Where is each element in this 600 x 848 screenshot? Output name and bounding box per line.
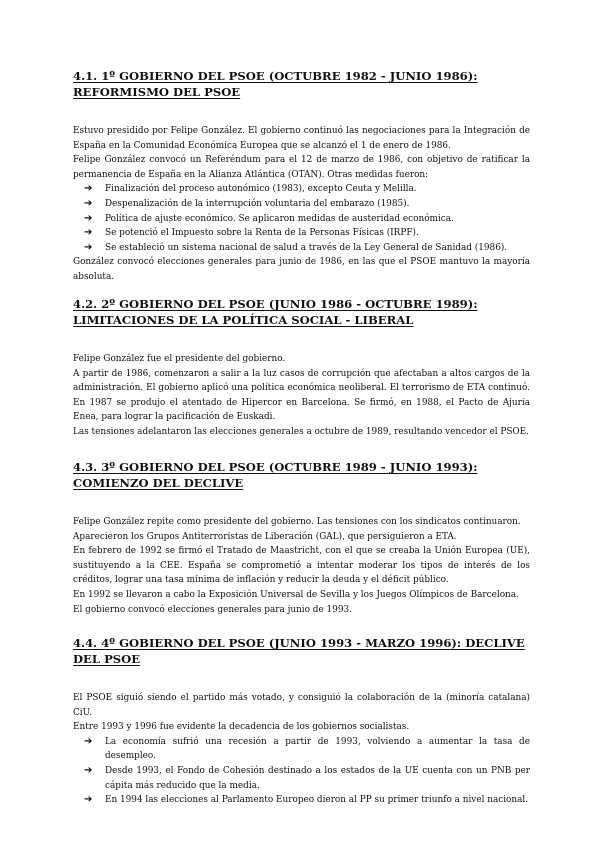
section-heading: 4.4. 4º GOBIERNO DEL PSOE (JUNIO 1993 - MARZO 1996): DECLIVE DEL PSOE (73, 636, 525, 666)
list-item: ➔ Despenalización de la interrupción voluntaria del embarazo (1985). (73, 197, 530, 212)
section-body (73, 124, 530, 285)
list-item: ➔ La economía sufrió una recesión a partir de 1993, volviendo a aumentar la tasa de desempleo. (84, 735, 530, 762)
section-4-1 (73, 68, 530, 285)
paragraph: El gobierno convocó elecciones generales para junio de 1993. (73, 604, 352, 615)
arrow-bullet-icon: ➔ (84, 764, 93, 776)
arrow-bullet-icon: ➔ (84, 794, 93, 806)
list-item: ➔ Se potenció el Impuesto sobre la Renta de la Personas Físicas (IRPF). (73, 226, 530, 241)
list-item: ➔ Se estableció un sistema nacional de salud a través de la Ley General de Sanidad (1986). (73, 241, 530, 256)
section-heading: 4.1. 1º GOBIERNO DEL PSOE (OCTUBRE 1982 - JUNIO 1986): REFORMISMO DEL PSOE (73, 69, 478, 99)
section-body (73, 691, 530, 808)
paragraph: Felipe González fue el presidente del gobierno. (73, 354, 286, 364)
arrow-bullet-icon: ➔ (84, 183, 93, 195)
paragraph: El PSOE siguió siendo el partido más votado, y consiguió la colaboración de la (minoría catalana) CiU. (73, 693, 530, 718)
paragraph: Felipe González convocó un Referéndum para el 12 de marzo de 1986, con objetivo de ratificar la permanencia de España en la Alianza Atlántica (OTAN). Otras medidas fueron: (73, 155, 530, 180)
section-4-4 (73, 635, 530, 808)
arrow-bullet-icon: ➔ (84, 197, 93, 209)
arrow-bullet-icon: ➔ (84, 735, 93, 747)
arrow-bullet-icon: ➔ (84, 227, 93, 239)
paragraph: A partir de 1986, comenzaron a salir a la luz casos de corrupción que afectaban a altos cargos de la administración. El gobierno aplicó una política económica neoliberal. El terrorismo de ETA continuó. En 1987 se produjo el atentado de Hipercor en Barcelona. Se firmó, en 1988, el Pacto de Ajuria Enea, para lograr la pacificación de Euskadi. (73, 368, 530, 423)
section-4-2 (73, 296, 530, 440)
paragraph: Aparecieron los Grupos Antiterroristas de Liberación (GAL), que persiguieron a ETA. (73, 531, 457, 542)
section-body (73, 352, 530, 440)
list-item: ➔ Finalización del proceso autonómico (1983), excepto Ceuta y Melilla. (73, 182, 530, 197)
bullet-list (73, 735, 530, 808)
section-heading: 4.2. 2º GOBIERNO DEL PSOE (JUNIO 1986 - OCTUBRE 1989): LIMITACIONES DE LA POLÍTICA SOCIAL - LIBERAL (73, 297, 478, 327)
arrow-bullet-icon: ➔ (84, 241, 93, 253)
section-body (73, 515, 530, 617)
paragraph: Estuvo presidido por Felipe González. El gobierno continuó las negociaciones para la Integración de España en la Comunidad Económica Europea que se alcanzó el 1 de enero de 1986. (73, 126, 530, 151)
section-4-3 (73, 459, 530, 617)
arrow-bullet-icon: ➔ (84, 212, 93, 224)
section-heading: 4.3. 3º GOBIERNO DEL PSOE (OCTUBRE 1989 - JUNIO 1993): COMIENZO DEL DECLIVE (73, 460, 478, 490)
list-item: ➔ En 1994 las elecciones al Parlamento Europeo dieron al PP su primer triunfo a nivel nacional. (73, 793, 530, 808)
list-item: ➔ Política de ajuste económico. Se aplicaron medidas de austeridad económica. (73, 212, 530, 227)
bullet-list (73, 182, 530, 255)
paragraph: En febrero de 1992 se firmó el Tratado de Maastricht, con el que se creaba la Unión Europea (UE), sustituyendo a la CEE. España se comprometió a intentar moderar los tipos de interés de los créditos, lograr una tasa mínima de inflación y reducir la deuda y el déficit público. (73, 546, 530, 586)
paragraph: González convocó elecciones generales para junio de 1986, en las que el PSOE mantuvo la mayoría absoluta. (73, 257, 530, 282)
paragraph: En 1992 se llevaron a cabo la Exposición Universal de Sevilla y los Juegos Olímpicos de Barcelona. (73, 589, 519, 600)
list-item: ➔ Desde 1993, el Fondo de Cohesión destinado a los estados de la UE cuenta con un PNB per cápita más reducido que la media. (84, 764, 530, 791)
paragraph: Las tensiones adelantaron las elecciones generales a octubre de 1989, resultando vencedor el PSOE. (73, 426, 529, 437)
paragraph: Entre 1993 y 1996 fue evidente la decadencia de los gobiernos socialistas. (73, 722, 410, 733)
paragraph: Felipe González repite como presidente del gobierno. Las tensiones con los sindicatos continuaron. (73, 517, 521, 527)
